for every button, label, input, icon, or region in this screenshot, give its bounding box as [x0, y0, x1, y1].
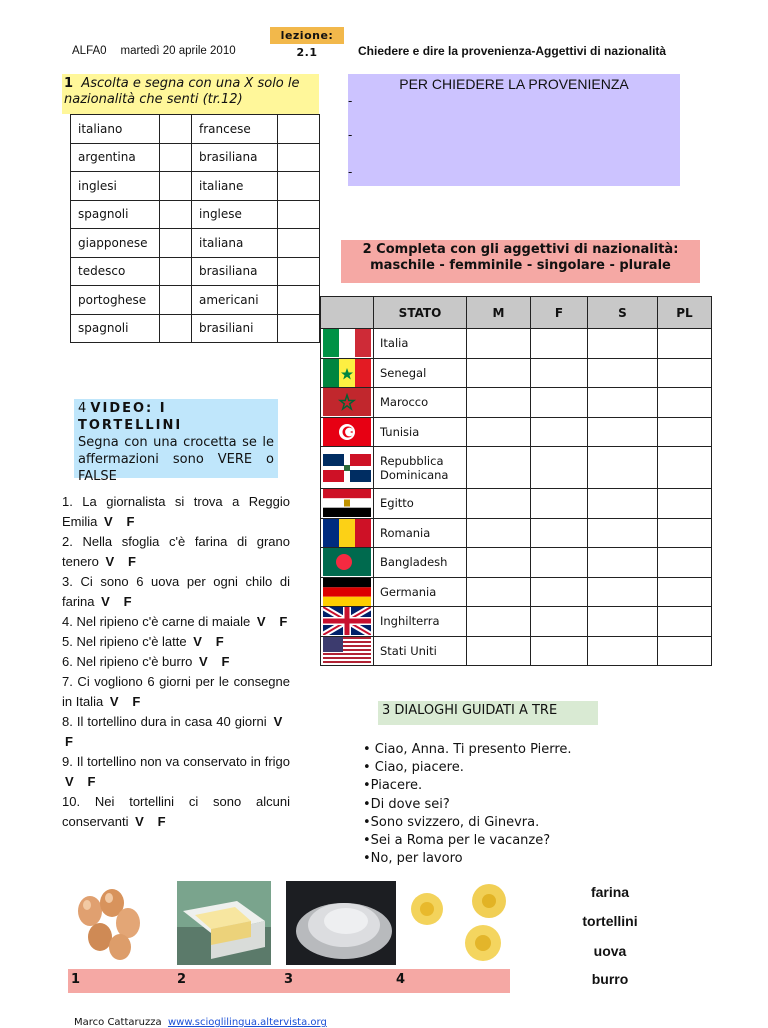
morocco-flag-icon [323, 388, 371, 416]
header-f: F [531, 297, 588, 329]
true-option[interactable]: V [273, 714, 283, 729]
country-row [321, 489, 712, 519]
statement-text: 9. Il tortellino non va conservato in frigo [62, 754, 290, 769]
answer-cell-f[interactable] [531, 636, 588, 666]
footer-link[interactable]: www.scioglilingua.altervista.org [167, 1017, 327, 1028]
egypt-flag-icon [323, 489, 371, 517]
false-option[interactable]: F [157, 814, 166, 829]
exercise-4-title: VIDEO: I TORTELLINI [78, 401, 183, 433]
checkbox-cell[interactable] [278, 286, 320, 315]
country-name: Repubblica Dominicana [374, 447, 467, 489]
country-name: Inghilterra [374, 607, 467, 637]
flag-cell [321, 447, 374, 489]
country-row [321, 358, 712, 388]
exercise-1-row [71, 115, 320, 144]
word-burro: burro [591, 971, 629, 987]
answer-cell-s[interactable] [588, 447, 658, 489]
nationality-cell: americani [192, 286, 278, 315]
answer-cell-f[interactable] [531, 548, 588, 578]
bangladesh-flag-icon [323, 548, 371, 576]
country-name: Egitto [374, 489, 467, 519]
answer-cell-pl[interactable] [658, 329, 712, 359]
country-row [321, 518, 712, 548]
checkbox-cell[interactable] [278, 115, 320, 144]
statement-text: 6. Nel ripieno c'è burro [62, 654, 193, 669]
answer-cell-f[interactable] [531, 358, 588, 388]
italy-flag-icon [323, 329, 371, 357]
romania-flag-icon [323, 519, 371, 547]
flag-cell [321, 358, 374, 388]
header-pl: PL [658, 297, 712, 329]
false-option[interactable]: F [126, 514, 135, 529]
dialogue-line: •Di dove sei? [363, 796, 450, 812]
answer-cell-pl[interactable] [658, 636, 712, 666]
true-false-item [62, 492, 290, 532]
dialogue-line: •Sono svizzero, di Ginevra. [363, 814, 540, 830]
country-name: Senegal [374, 358, 467, 388]
answer-cell-f[interactable] [531, 607, 588, 637]
eggs-image [70, 881, 152, 965]
provenance-line-3[interactable]: - [348, 165, 353, 179]
header-stato: STATO [374, 297, 467, 329]
answer-cell-m[interactable] [467, 636, 531, 666]
country-row [321, 607, 712, 637]
answer-cell-f[interactable] [531, 577, 588, 607]
lesson-tag: lezione: 2.1 [270, 27, 344, 44]
answer-cell-f[interactable] [531, 388, 588, 418]
statement-text: 5. Nel ripieno c'è latte [62, 634, 187, 649]
dominican-republic-flag-icon [323, 454, 371, 482]
false-option[interactable]: F [128, 554, 136, 569]
flag-cell [321, 489, 374, 519]
exercise-1-row [71, 143, 320, 172]
exercise-1-row [71, 229, 320, 258]
germany-flag-icon [323, 578, 371, 606]
statement-text: 1. La giornalista si trova a Reggio Emilia [62, 494, 290, 529]
nationality-cell: brasiliana [192, 143, 278, 172]
nationality-cell: inglesi [71, 172, 160, 201]
provenance-title: PER CHIEDERE LA PROVENIENZA [399, 76, 629, 92]
checkbox-cell[interactable] [160, 314, 192, 343]
true-option[interactable]: V [193, 634, 202, 649]
header-s: S [588, 297, 658, 329]
flag-cell [321, 417, 374, 447]
answer-cell-f[interactable] [531, 417, 588, 447]
image-number-2: 2 [177, 972, 187, 987]
country-name: Marocco [374, 388, 467, 418]
checkbox-cell[interactable] [278, 314, 320, 343]
false-option[interactable]: F [65, 734, 73, 749]
exercise-1-text: Ascolta e segna con una X solo le nazionalità che senti (tr.12) [64, 76, 300, 107]
answer-cell-pl[interactable] [658, 489, 712, 519]
nationality-cell: brasiliani [192, 314, 278, 343]
checkbox-cell[interactable] [278, 143, 320, 172]
country-row [321, 388, 712, 418]
image-number-1: 1 [71, 972, 81, 987]
true-false-item [62, 632, 290, 652]
answer-cell-pl[interactable] [658, 388, 712, 418]
dialogue-line: •Sei a Roma per le vacanze? [363, 833, 551, 849]
statement-text: 4. Nel ripieno c'è carne di maiale [62, 614, 251, 629]
flag-cell [321, 607, 374, 637]
country-name: Germania [374, 577, 467, 607]
word-uova: uova [593, 943, 627, 959]
usa-flag-icon [323, 637, 371, 665]
checkbox-cell[interactable] [278, 200, 320, 229]
true-false-item [62, 712, 290, 752]
answer-cell-s[interactable] [588, 489, 658, 519]
answer-cell-f[interactable] [531, 329, 588, 359]
country-name: Tunisia [374, 417, 467, 447]
nationality-cell: spagnoli [71, 314, 160, 343]
answer-cell-s[interactable] [588, 358, 658, 388]
dialogue-line: •Piacere. [363, 778, 423, 794]
true-false-item [62, 572, 290, 612]
flag-cell [321, 548, 374, 578]
checkbox-cell[interactable] [278, 172, 320, 201]
flour-image [286, 881, 396, 965]
true-false-list [62, 492, 290, 832]
checkbox-cell[interactable] [160, 200, 192, 229]
statement-text: 2. Nella sfoglia c'è farina di grano tenero [62, 534, 290, 569]
answer-cell-m[interactable] [467, 607, 531, 637]
exercise-1-row [71, 200, 320, 229]
true-option[interactable]: V [135, 814, 144, 829]
statement-text: 3. Ci sono 6 uova per ogni chilo di farina [62, 574, 290, 609]
true-false-item [62, 752, 290, 792]
false-option[interactable]: F [123, 594, 132, 609]
true-option[interactable]: V [101, 594, 110, 609]
answer-cell-m[interactable] [467, 417, 531, 447]
word-farina: farina [590, 884, 630, 900]
true-option[interactable]: V [104, 514, 113, 529]
answer-cell-f[interactable] [531, 447, 588, 489]
answer-cell-m[interactable] [467, 447, 531, 489]
page-title: Chiedere e dire la provenienza-Aggettivi di nazionalità [358, 44, 667, 58]
answer-cell-f[interactable] [531, 518, 588, 548]
exercise-1-row [71, 286, 320, 315]
footer-author: Marco Cattaruzza [74, 1017, 162, 1028]
country-name: Stati Uniti [374, 636, 467, 666]
nationality-cell: giapponese [71, 229, 160, 258]
country-row [321, 447, 712, 489]
false-option[interactable]: F [215, 634, 224, 649]
answer-cell-f[interactable] [531, 489, 588, 519]
provenance-line-2[interactable]: - [348, 128, 353, 142]
true-false-item [62, 532, 290, 572]
answer-cell-m[interactable] [467, 329, 531, 359]
checkbox-cell[interactable] [160, 257, 192, 286]
answer-cell-pl[interactable] [658, 447, 712, 489]
dialogue-line: • Ciao, piacere. [363, 760, 464, 776]
flag-cell [321, 577, 374, 607]
answer-cell-s[interactable] [588, 636, 658, 666]
statement-text: 10. Nei tortellini ci sono alcuni conservanti [62, 794, 290, 829]
exercise-2-line-2: maschile - femminile - singolare - plurale [370, 258, 671, 273]
nationality-table [320, 296, 712, 666]
provenance-box [348, 74, 680, 186]
exercise-1-row [71, 172, 320, 201]
answer-cell-s[interactable] [588, 388, 658, 418]
country-name: Romania [374, 518, 467, 548]
image-number-3: 3 [284, 972, 294, 987]
exercise-4-number: 4 [78, 401, 87, 416]
country-row [321, 417, 712, 447]
flag-cell [321, 518, 374, 548]
exercise-1-row [71, 257, 320, 286]
answer-cell-m[interactable] [467, 489, 531, 519]
exercise-2-line-1: 2 Completa con gli aggettivi di nazionalità: [362, 242, 679, 257]
exercise-1-table [70, 114, 320, 343]
uk-flag-icon [323, 607, 371, 635]
word-tortellini: tortellini [582, 913, 638, 929]
country-row [321, 636, 712, 666]
tunisia-flag-icon [323, 418, 371, 446]
header-flag [321, 297, 374, 329]
header-info [72, 45, 250, 57]
false-option[interactable]: F [132, 694, 141, 709]
nationality-cell: italiana [192, 229, 278, 258]
false-option[interactable]: F [279, 614, 288, 629]
checkbox-cell[interactable] [160, 143, 192, 172]
exercise-3-title: 3 DIALOGHI GUIDATI A TRE [378, 701, 598, 725]
dialogue-line: •No, per lavoro [363, 851, 463, 867]
checkbox-cell[interactable] [160, 115, 192, 144]
true-option[interactable]: V [109, 694, 119, 709]
true-false-item [62, 652, 290, 672]
country-name: Italia [374, 329, 467, 359]
true-option[interactable]: V [256, 614, 266, 629]
country-name: Bangladesh [374, 548, 467, 578]
exercise-2-instruction [341, 240, 700, 283]
flag-cell [321, 388, 374, 418]
statement-text: 7. Ci vogliono 6 giorni per le consegne in Italia [62, 674, 290, 709]
false-option[interactable]: F [221, 654, 230, 669]
dialogue-list [363, 741, 572, 868]
provenance-line-1[interactable]: - [348, 94, 353, 108]
header-m: M [467, 297, 531, 329]
answer-cell-m[interactable] [467, 577, 531, 607]
true-false-item [62, 792, 290, 832]
answer-cell-pl[interactable] [658, 577, 712, 607]
nationality-cell: italiane [192, 172, 278, 201]
answer-cell-pl[interactable] [658, 358, 712, 388]
checkbox-cell[interactable] [278, 257, 320, 286]
flag-cell [321, 329, 374, 359]
answer-cell-s[interactable] [588, 417, 658, 447]
true-option[interactable]: V [105, 554, 115, 569]
true-false-item [62, 612, 290, 632]
checkbox-cell[interactable] [160, 172, 192, 201]
checkbox-cell[interactable] [160, 286, 192, 315]
answer-cell-s[interactable] [588, 518, 658, 548]
exercise-4-box [74, 399, 278, 484]
true-option[interactable]: V [199, 654, 208, 669]
answer-cell-s[interactable] [588, 329, 658, 359]
country-row [321, 548, 712, 578]
true-option[interactable]: V [65, 774, 74, 789]
dialogue-line: • Ciao, Anna. Ti presento Pierre. [363, 742, 572, 757]
nationality-cell: francese [192, 115, 278, 144]
flag-cell [321, 636, 374, 666]
statement-text: 8. Il tortellino dura in casa 40 giorni [62, 714, 267, 729]
country-row [321, 577, 712, 607]
tortellini-image [405, 881, 515, 965]
answer-cell-m[interactable] [467, 518, 531, 548]
nationality-cell: tedesco [71, 257, 160, 286]
lesson-date: martedì 20 aprile 2010 [120, 45, 236, 57]
answer-cell-pl[interactable] [658, 548, 712, 578]
senegal-flag-icon [323, 359, 371, 387]
answer-cell-m[interactable] [467, 548, 531, 578]
image-number-4: 4 [396, 972, 406, 987]
answer-cell-m[interactable] [467, 358, 531, 388]
answer-cell-s[interactable] [588, 607, 658, 637]
false-option[interactable]: F [87, 774, 96, 789]
exercise-1-number: 1 [64, 76, 74, 91]
nationality-cell: argentina [71, 143, 160, 172]
exercise-1-instruction [62, 74, 319, 114]
class-name: ALFA0 [72, 45, 107, 57]
country-row [321, 329, 712, 359]
nationality-cell: spagnoli [71, 200, 160, 229]
exercise-4-instruction: Segna con una crocetta se le affermazioni sono VERE o FALSE [78, 435, 274, 484]
answer-cell-pl[interactable] [658, 417, 712, 447]
nationality-cell: italiano [71, 115, 160, 144]
answer-cell-m[interactable] [467, 388, 531, 418]
checkbox-cell[interactable] [278, 229, 320, 258]
answer-cell-s[interactable] [588, 548, 658, 578]
footer [74, 1017, 327, 1028]
answer-cell-pl[interactable] [658, 607, 712, 637]
butter-image [177, 881, 271, 965]
nationality-cell: brasiliana [192, 257, 278, 286]
checkbox-cell[interactable] [160, 229, 192, 258]
exercise-1-row [71, 314, 320, 343]
nationality-cell: inglese [192, 200, 278, 229]
answer-cell-pl[interactable] [658, 518, 712, 548]
true-false-item [62, 672, 290, 712]
nationality-cell: portoghese [71, 286, 160, 315]
answer-cell-s[interactable] [588, 577, 658, 607]
